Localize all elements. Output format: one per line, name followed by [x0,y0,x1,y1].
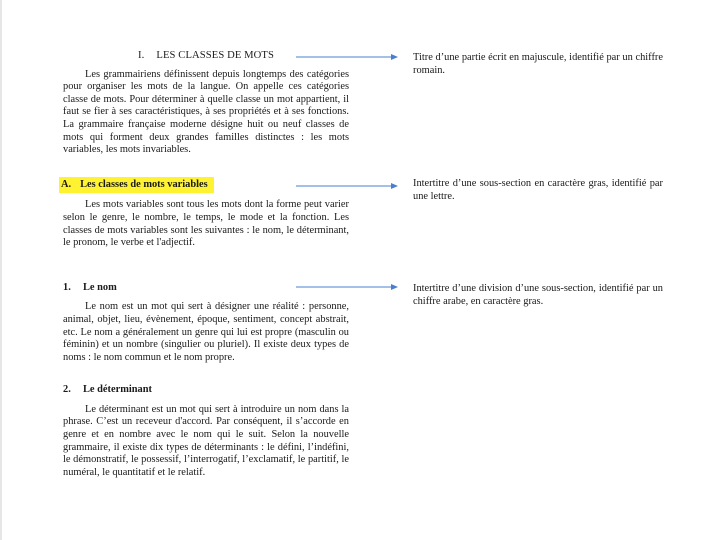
intro-paragraph: Les grammairiens définissent depuis longtemps des catégories pour organiser les mots de la langue. On appelle ces catégories classe de mots. Pour déterminer à quelle classe un mot appartient, il faut se fier à ses caractéristiques, à ses propriétés et à ses fonctions. La grammaire française moderne désigne huit ou neuf classes de mots qui forment deux grandes familles distinctes : les mots variables, les mots invariables. [63,68,349,156]
division-2-number: 2. [63,384,71,396]
annotation-subsection: Intertitre d’une sous-section en caractère gras, identifié par une lettre. [413,178,663,202]
subsection-title: Les classes de mots variables [80,178,208,190]
division-1-title: Le nom [83,281,117,293]
subsection-letter: A. [61,178,72,190]
subsection-paragraph: Les mots variables sont tous les mots dont la forme peut varier selon le genre, le nombre, le temps, le mode et la fonction. Les classes de mots variables sont les suivantes : le nom, le déterminant, le pronom, le verbe et l'adjectif. [63,199,349,249]
annotation-division: Intertitre d’une division d’une sous-section, identifié par un chiffre arabe, en caractère gras. [413,283,663,307]
annotation-title: Titre d’une partie écrit en majuscule, identifié par un chiffre romain. [413,52,663,76]
division-1-paragraph: Le nom est un mot qui sert à désigner une réalité : personne, animal, objet, lieu, évènement, époque, sentiment, concept abstrait, etc. Le nom a généralement un genre qui lui est propre (masculin ou féminin) et un nombre (singulier ou pluriel). Il existe deux types de noms : le nom commun et le nom propre. [63,301,349,363]
division-2-title: Le déterminant [83,384,152,396]
division-2-paragraph: Le déterminant est un mot qui sert à introduire un nom dans la phrase. C’est un receveur d'accord. Par conséquent, il s’accorde en genre et en nombre avec le nom qui le suit. Selon la nouvelle grammaire, il existe dix types de déterminants : le défini, l’indéfini, le démonstratif, le possessif, l’interrogatif, l’exclamatif, le partitif, le numéral, le quantitatif et le relatif. [63,403,349,478]
section-number: I. [138,50,145,61]
section-title-text: LES CLASSES DE MOTS [156,50,274,61]
division-1-number: 1. [63,281,71,293]
